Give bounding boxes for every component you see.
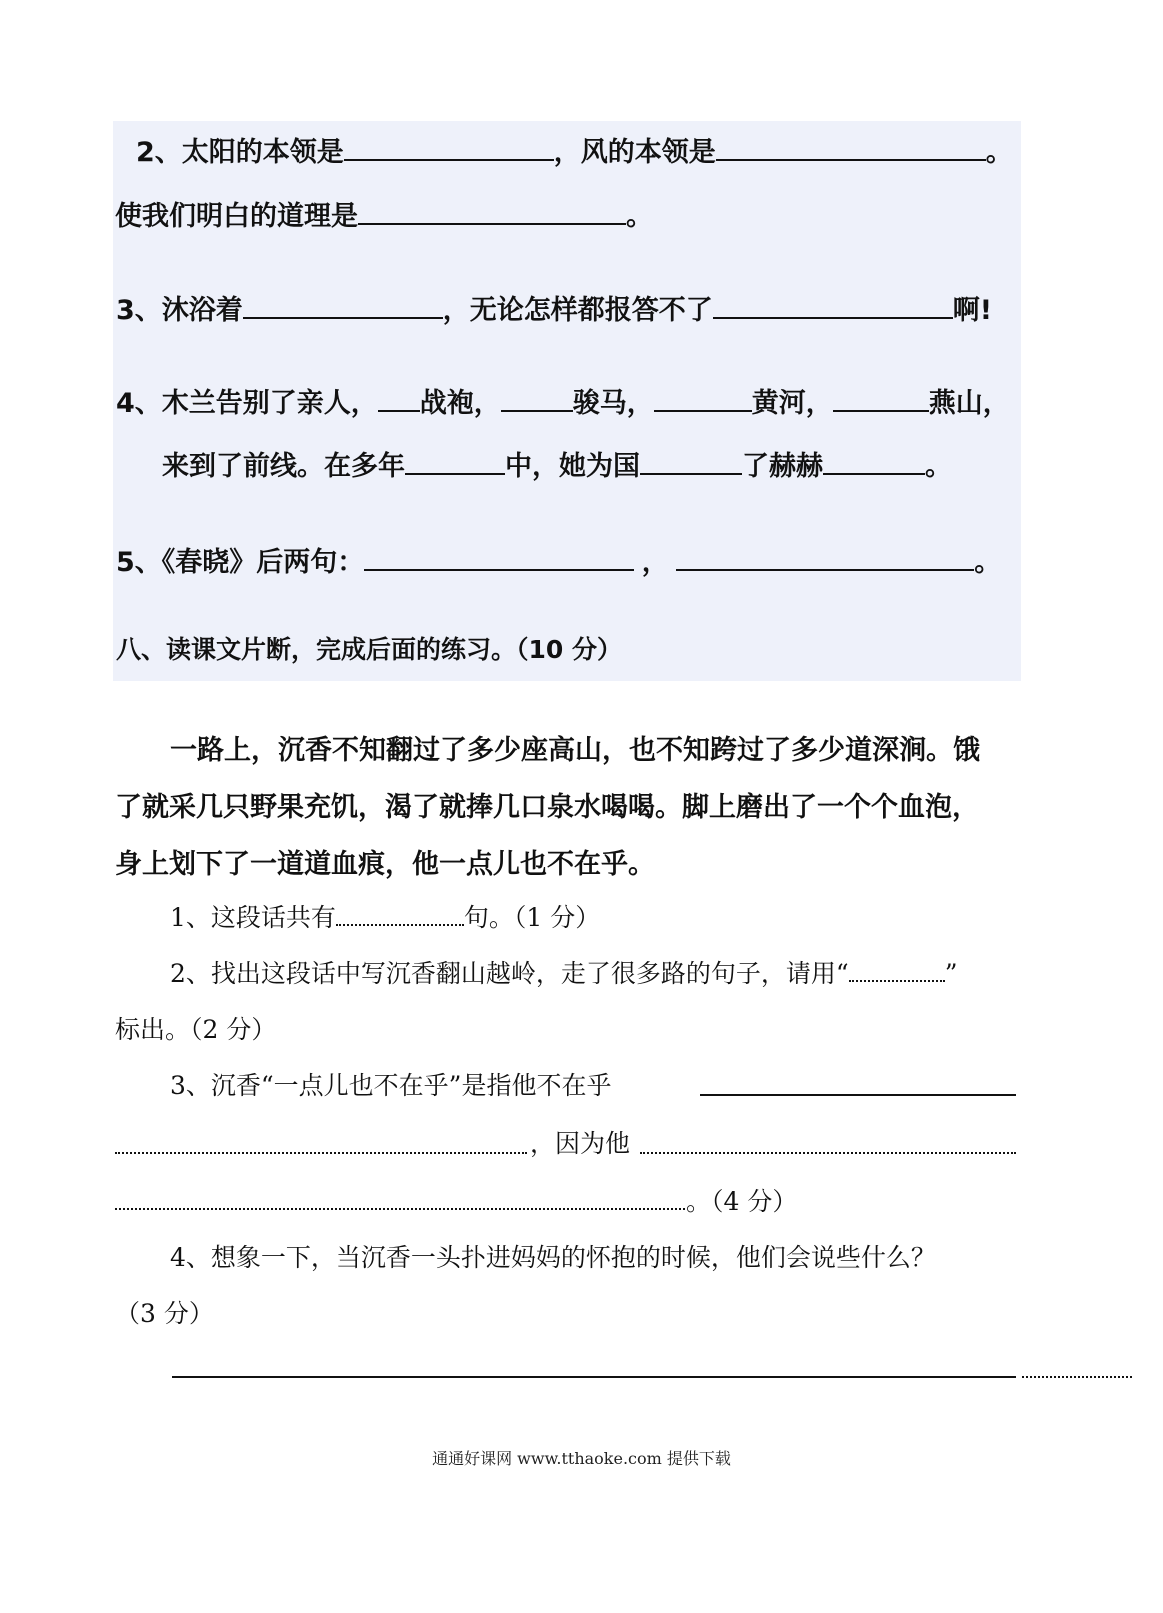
answer-blank[interactable] bbox=[243, 291, 443, 319]
exercise-3: 3、沉香“一点儿也不在乎”是指他不在乎 bbox=[170, 1071, 612, 1100]
answer-line[interactable] bbox=[115, 1208, 685, 1210]
answer-blank[interactable] bbox=[501, 384, 573, 412]
answer-blank[interactable] bbox=[823, 447, 925, 475]
exercise-4-score: （3 分） bbox=[115, 1299, 214, 1328]
section-8-heading: 八、读课文片断，完成后面的练习。（10 分） bbox=[116, 635, 622, 664]
answer-line[interactable] bbox=[640, 1152, 1016, 1154]
q2-line2: 使我们明白的道理是 。 bbox=[115, 194, 653, 233]
answer-blank[interactable] bbox=[336, 898, 464, 926]
answer-blank[interactable] bbox=[405, 447, 505, 475]
answer-blank[interactable] bbox=[358, 197, 626, 225]
answer-blank[interactable] bbox=[676, 543, 974, 571]
footer: 通通好课网 www.tthaoke.com 提供下载 bbox=[432, 1449, 731, 1468]
answer-blank[interactable] bbox=[344, 133, 554, 161]
exercise-3-score: 。（4 分） bbox=[686, 1187, 798, 1216]
exercise-4: 4、想象一下，当沉香一头扑进妈妈的怀抱的时候，他们会说些什么？ bbox=[170, 1243, 936, 1272]
passage-line: 身上划下了一道道血痕，他一点儿也不在乎。 bbox=[115, 849, 655, 880]
q3-line: 3、沐浴着 ，无论怎样都报答不了 啊! bbox=[116, 288, 992, 327]
answer-blank[interactable] bbox=[364, 543, 634, 571]
answer-blank[interactable] bbox=[640, 447, 742, 475]
answer-blank[interactable] bbox=[849, 954, 945, 982]
answer-blank[interactable] bbox=[378, 384, 420, 412]
q2-line1: 2、太阳的本领是 ，风的本领是 。 bbox=[136, 130, 1013, 169]
q4-line1: 4、木兰告别了亲人， 战袍， 骏马， 黄河， 燕山， bbox=[116, 381, 1010, 420]
answer-blank[interactable] bbox=[654, 384, 752, 412]
q4-line2: 来到了前线。在多年 中，她为国 了赫赫 。 bbox=[162, 444, 952, 483]
passage-line: 了就采几只野果充饥，渴了就捧几口泉水喝喝。脚上磨出了一个个血泡， bbox=[115, 792, 979, 823]
answer-blank[interactable] bbox=[833, 384, 929, 412]
answer-line[interactable] bbox=[172, 1376, 1016, 1378]
answer-line[interactable] bbox=[115, 1152, 527, 1154]
exercise-2: 2、找出这段话中写沉香翻山越岭，走了很多路的句子，请用“ ” bbox=[170, 954, 957, 990]
answer-line[interactable] bbox=[700, 1094, 1016, 1096]
exercise-1: 1、这段话共有 句。（1 分） bbox=[170, 898, 600, 934]
exercise-2-cont: 标出。（2 分） bbox=[115, 1015, 277, 1044]
exercise-3-cont: ，因为他 bbox=[530, 1129, 631, 1158]
answer-blank[interactable] bbox=[713, 291, 953, 319]
answer-blank[interactable] bbox=[716, 133, 986, 161]
passage-line: 一路上，沉香不知翻过了多少座高山，也不知跨过了多少道深涧。饿 bbox=[170, 735, 980, 766]
answer-line-tail bbox=[1022, 1376, 1132, 1378]
q5-line: 5、《春晓》后两句： ， 。 bbox=[116, 540, 1001, 579]
